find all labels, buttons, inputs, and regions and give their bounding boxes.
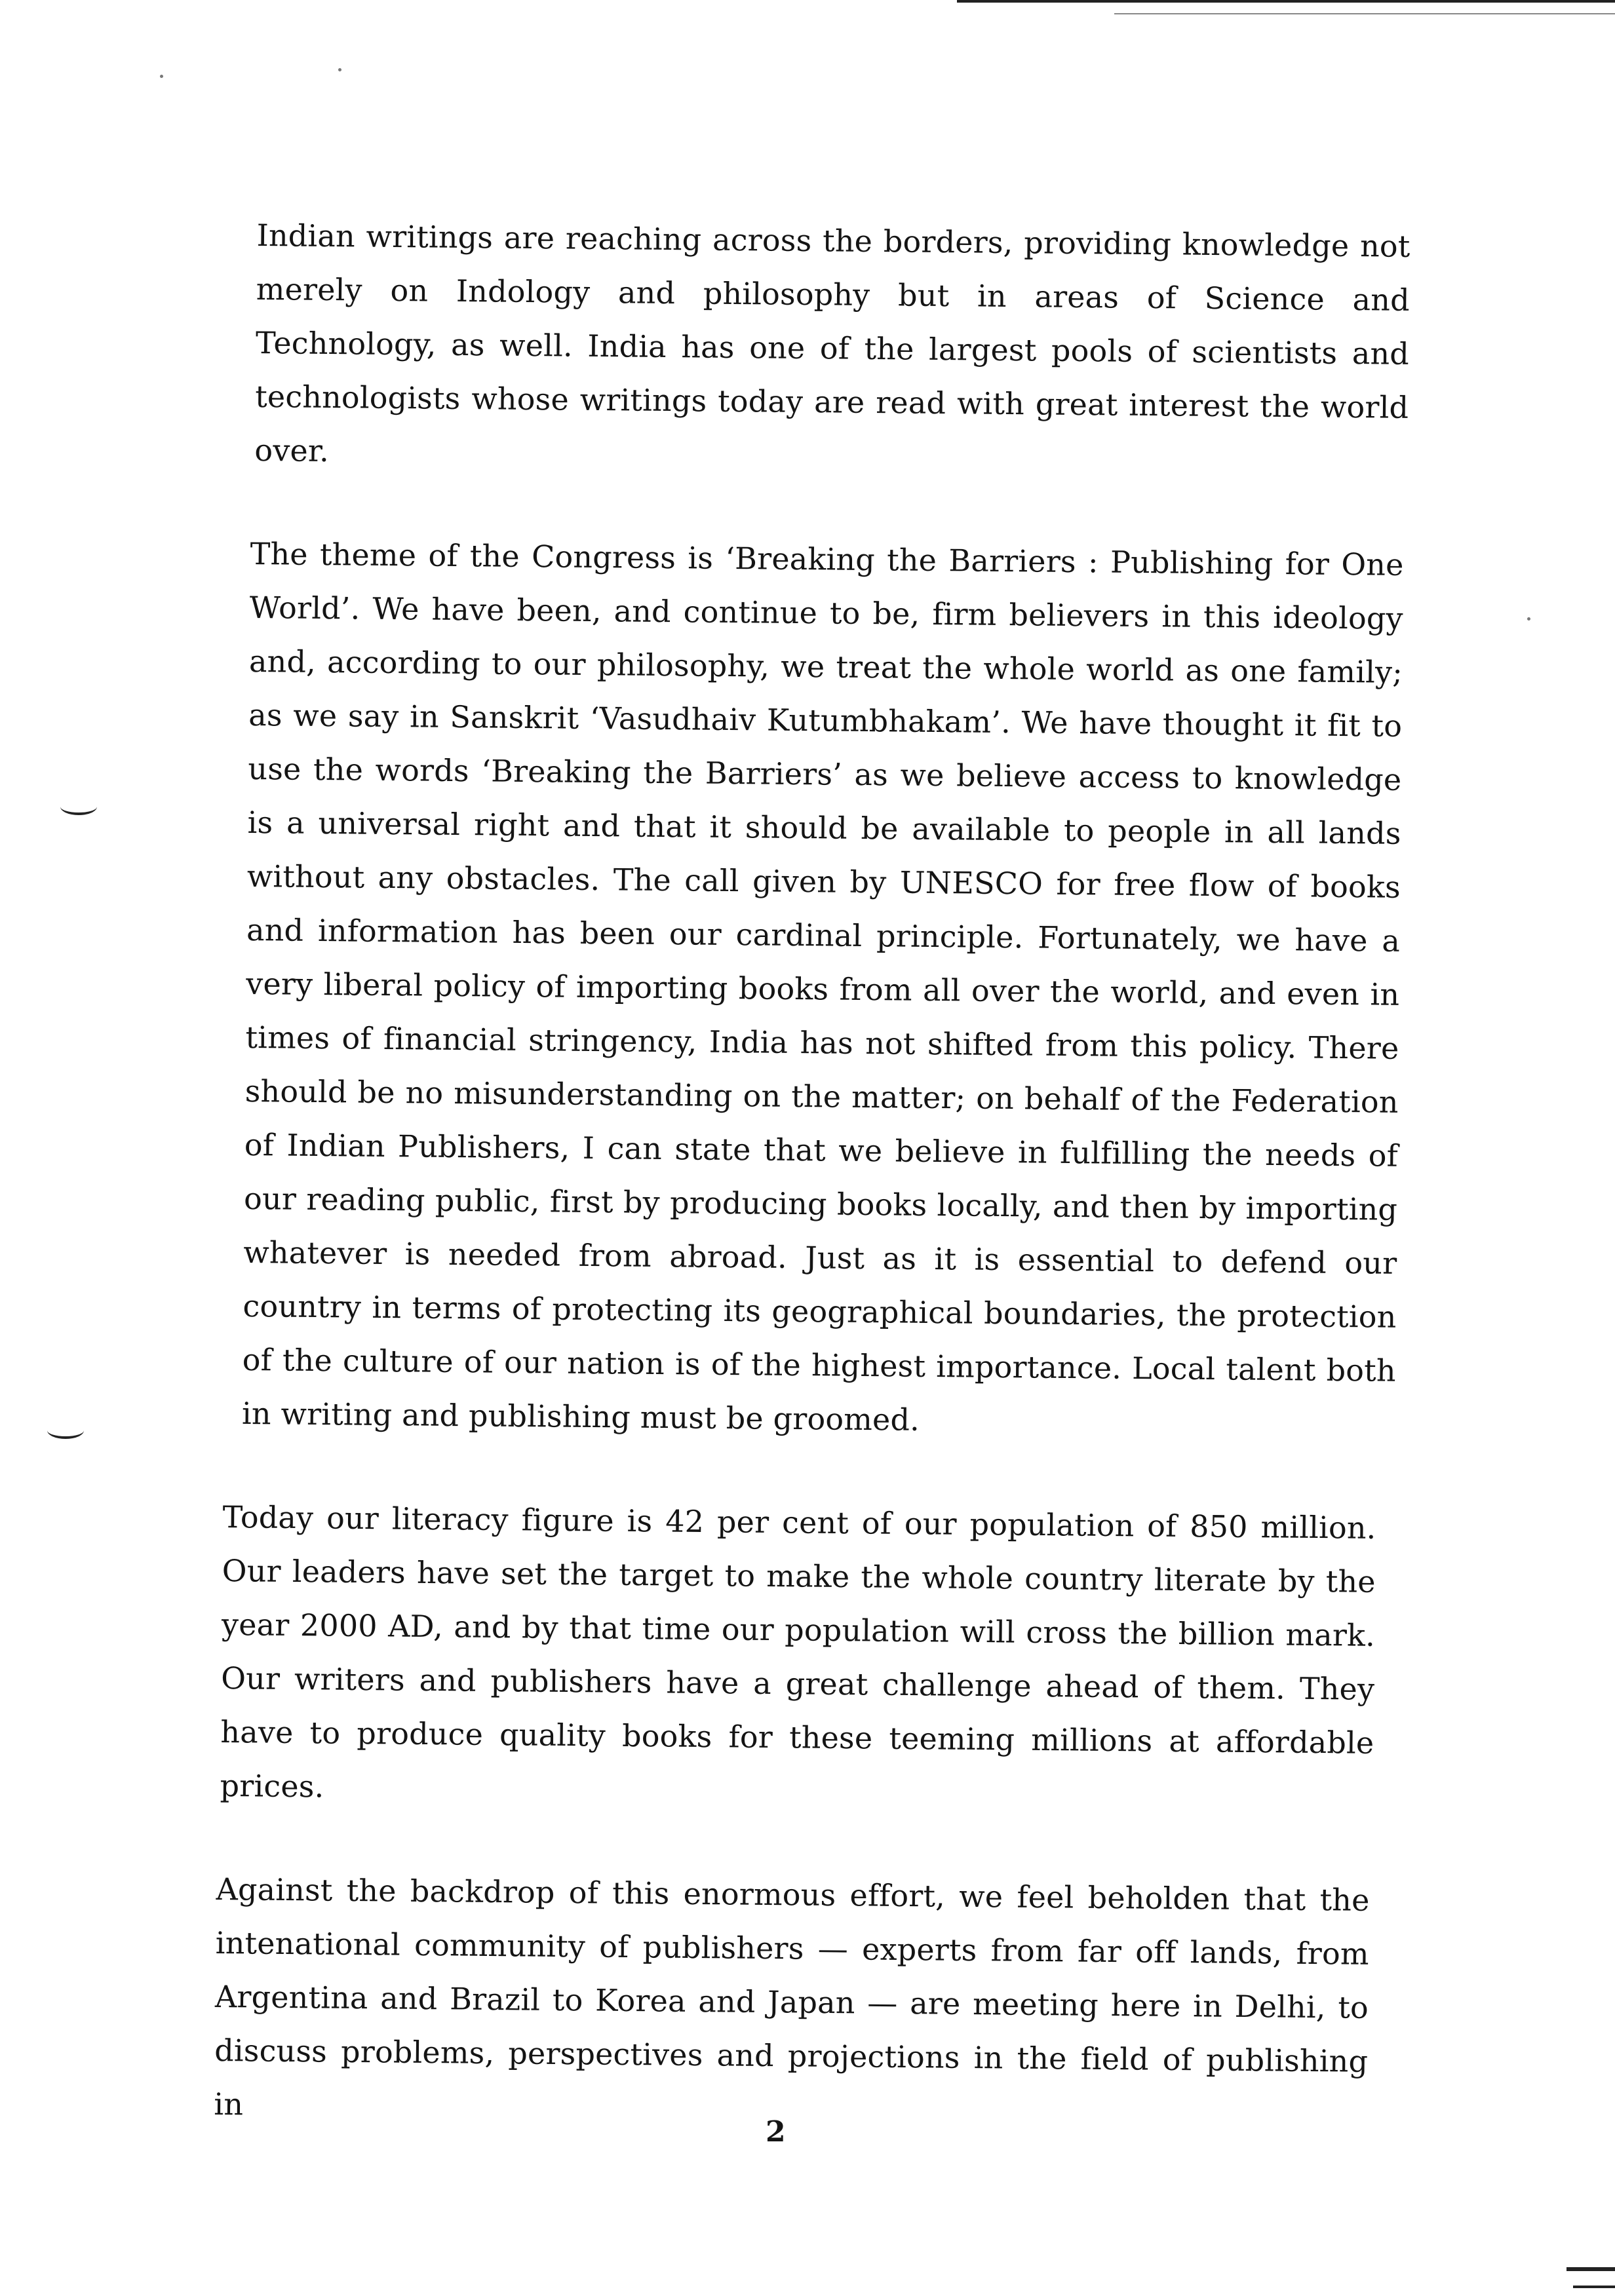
page-number: 2 <box>766 2115 786 2149</box>
body-text <box>216 208 1409 2181</box>
top-edge-rule-secondary <box>1114 13 1615 14</box>
scan-speck <box>1527 617 1530 621</box>
scan-speck <box>338 68 341 71</box>
paragraph-3: Today our literacy figure is 42 per cent of our population of 850 million. Our leaders have set the target to make the whole country literate by the year 2000 AD, and by that time our population will cross the billion mark. Our writers and publishers have a great challenge ahead of them. They have to produce quality books for these teeming millions at affordable prices. <box>220 1499 1376 1805</box>
bottom-edge-mark <box>1573 2286 1615 2288</box>
paragraph-2: The theme of the Congress is ‘Breaking the Barriers : Publishing for One World’. We have been, and continue to be, firm believers in this ideology and, according to our philosophy, we treat the whole world as one family; as we say in Sanskrit ‘Vasudhaiv Kutumbhakam’. We have thought it fit to use the words ‘Breaking the Barriers’ as we believe access to knowledge is a universal right and that it should be available to people in all lands without any obstacles. The call given by UNESCO for free flow of books and information has been our cardinal principle. Fortunately, we have a very liberal policy of importing books from all over the world, and even in times of financial stringency, India has not shifted from this policy. There should be no misunderstanding on the matter; on behalf of the Federation of Indian Publishers, I can state that we believe in fulfilling the needs of our reading public, first by producing books locally, and then by importing whatever is needed from abroad. Just as it is essential to defend our country in terms of protecting its geographical boundaries, the protection of the culture of our nation is of the highest importance. Local talent both in writing and publishing must be groomed. <box>241 535 1404 1438</box>
top-edge-rule <box>957 0 1615 3</box>
paragraph-1: Indian writings are reaching across the borders, providing knowledge not merely on Indology and philosophy but in areas of Science and Technology, as well. India has one of the largest pools of scientists and technologists whose writings today are read with great interest the world over. <box>254 217 1411 469</box>
margin-hole-mark <box>60 798 97 815</box>
margin-hole-mark <box>47 1422 84 1439</box>
paragraph-4: Against the backdrop of this enormous effort, we feel beholden that the intenational community of publishers — experts from far off lands, from Argentina and Brazil to Korea and Japan — are meeting here in Delhi, to discuss problems, perspectives and projections in the field of publishing in <box>214 1871 1370 2122</box>
bottom-edge-mark <box>1566 2267 1615 2271</box>
scan-speck <box>160 75 163 78</box>
